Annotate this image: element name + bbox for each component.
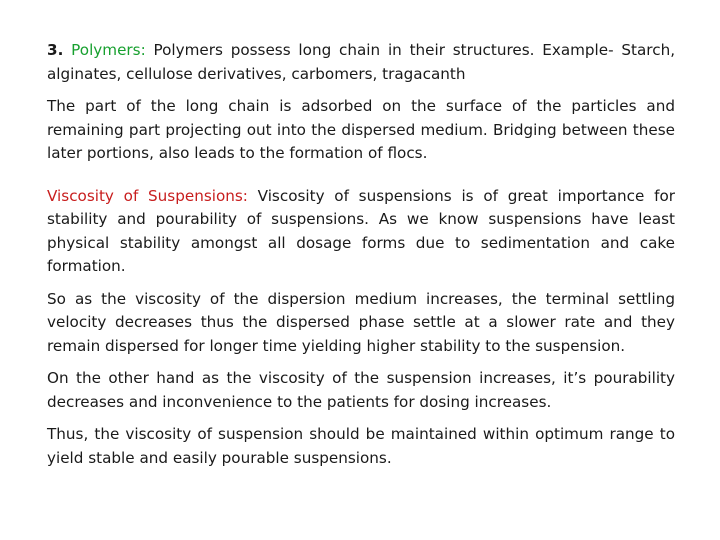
polymers-text: Polymers possess long chain in their structures. Example- Starch, alginates, cellulose derivatives, carbomers, tragacanth [47, 41, 676, 83]
polymers-heading: Polymers: [71, 41, 146, 59]
viscosity-text: Viscosity of suspensions is of great importance for stability and pourability of suspensions. As we know suspensions have least physical stability amongst all dosage forms due to sedimentation and cake formation. [47, 186, 675, 275]
conclusion-paragraph: Thus, the viscosity of suspension should be maintained within optimum range to yield stable and easily pourable suspensions. [47, 425, 675, 467]
polymers-paragraph [47, 39, 675, 86]
section-number: 3. [47, 41, 64, 59]
viscosity-heading: Viscosity of Suspensions: [47, 186, 248, 205]
slide-content [47, 39, 675, 470]
settling-paragraph: So as the viscosity of the dispersion medium increases, the terminal settling velocity decreases thus the dispersed phase settle at a slower rate and they remain dispersed for longer time yielding higher stability to the suspension. [47, 289, 675, 355]
viscosity-paragraph [47, 185, 675, 279]
pourability-paragraph: On the other hand as the viscosity of the suspension increases, it’s pourability decreases and inconvenience to the patients for dosing increases. [47, 369, 675, 411]
bridging-paragraph: The part of the long chain is adsorbed on the surface of the particles and remaining part projecting out into the dispersed medium. Bridging between these later portions, also leads to the formation of flocs. [47, 97, 675, 162]
